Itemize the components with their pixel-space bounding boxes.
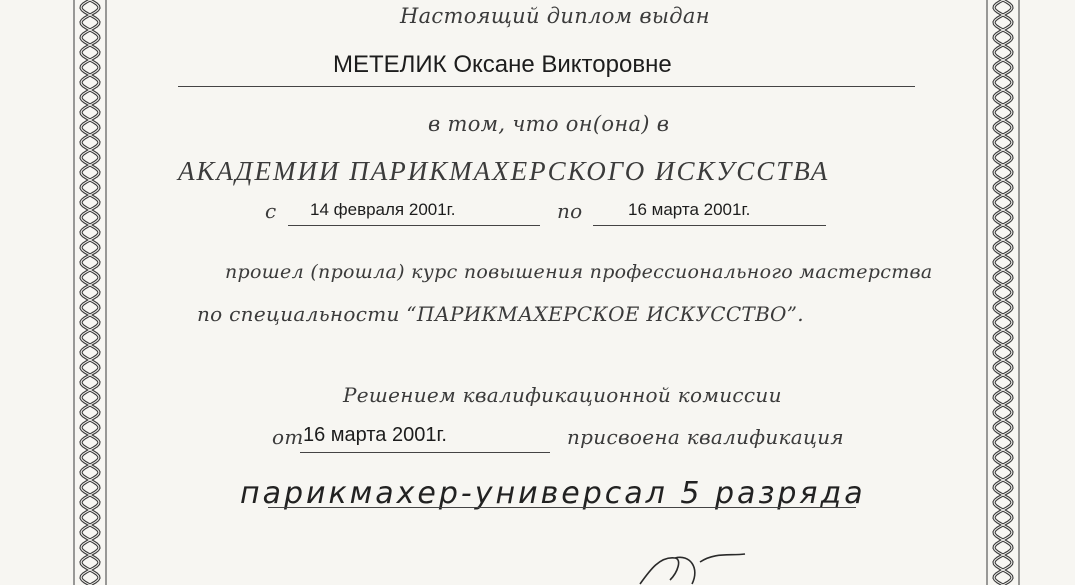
right-braided-border: [985, 0, 1021, 585]
issued-to-caption: Настоящий диплом выдан: [400, 4, 710, 28]
start-date-underline: [288, 225, 540, 226]
commission-line: Решением квалификационной комиссии: [343, 383, 782, 407]
right-braided-border-pattern: [985, 0, 1021, 585]
decision-from-label: от: [272, 425, 304, 449]
institution-name: АКАДЕМИИ ПАРИКМАХЕРСКОГО ИСКУССТВА: [178, 156, 830, 186]
end-date: 16 марта 2001г.: [628, 200, 751, 219]
from-label: с: [265, 199, 277, 223]
to-label: по: [557, 199, 583, 223]
left-braided-border: [72, 0, 108, 585]
in-that-caption: в том, что он(она) в: [428, 112, 670, 136]
signature-mark: [630, 550, 750, 585]
qualification-underline: [268, 507, 856, 508]
start-date: 14 февраля 2001г.: [310, 200, 456, 219]
recipient-name: МЕТЕЛИК Оксане Викторовне: [333, 51, 672, 78]
qualification-caption: присвоена квалификация: [567, 425, 844, 449]
left-braided-border-pattern: [72, 0, 108, 585]
decision-date: 16 марта 2001г.: [303, 424, 447, 446]
recipient-underline: [178, 86, 915, 87]
qualification-handwritten: парикмахер-универсал 5 разряда: [240, 476, 866, 511]
decision-date-underline: [300, 452, 550, 453]
specialty-line: по специальности “ПАРИКМАХЕРСКОЕ ИСКУССТВО”.: [197, 302, 804, 326]
course-line: прошел (прошла) курс повышения профессионального мастерства: [225, 261, 933, 283]
end-date-underline: [593, 225, 826, 226]
